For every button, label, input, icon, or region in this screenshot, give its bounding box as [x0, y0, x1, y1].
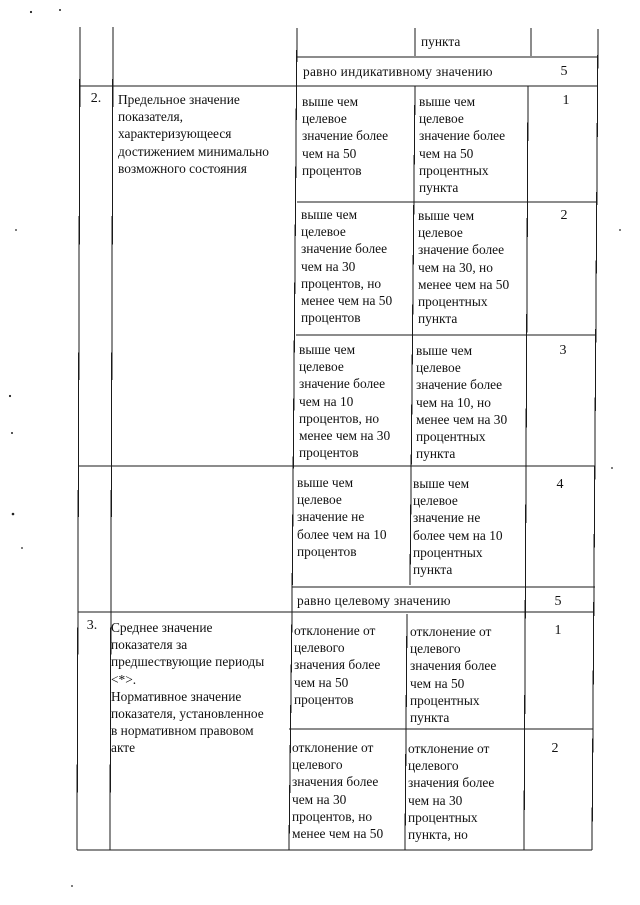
- row3-tier1-percent: отклонение от целевого значения более чем на 50 процентов: [294, 623, 381, 707]
- row2-tier2-percent: выше чем целевое значение более чем на 30 процентов, но менее чем на 50 процентов: [301, 207, 393, 326]
- scan-speck: [15, 229, 17, 231]
- row2-tier3-score: 3: [559, 343, 567, 358]
- percent-points-divider-low: [405, 614, 407, 850]
- row3-number: 3.: [86, 618, 98, 633]
- scan-speck: [9, 395, 11, 397]
- row2-equal-score: 5: [554, 594, 562, 609]
- row2-tier3-percent: выше чем целевое значение более чем на 10 процентов, но менее чем на 30 процентов: [299, 342, 391, 461]
- row2-tier1-score: 1: [562, 93, 570, 108]
- row1-unit-text: пункта: [421, 34, 461, 49]
- row2-tier4-percent: выше чем целевое значение не более чем на 10 процентов: [297, 475, 387, 559]
- row2-equal-label: равно целевому значению: [297, 593, 451, 608]
- scan-speck: [21, 547, 23, 549]
- row3-tier2-score: 2: [551, 741, 559, 756]
- scan-speck: [11, 432, 13, 434]
- row2-tier2-score: 2: [560, 208, 568, 223]
- row3-tier2-points: отклонение от целевого значения более чем на 30 процентных пункта, но: [408, 741, 495, 843]
- row2-tier3-points: выше чем целевое значение более чем на 10, но менее чем на 30 процентных пункта: [416, 343, 508, 462]
- row2-tier2-points: выше чем целевое значение более чем на 30, но менее чем на 50 процентных пункта: [418, 208, 510, 327]
- row2-tier4-points: выше чем целевое значение не более чем на 10 процентных пункта: [413, 476, 503, 578]
- row1-equal-score: 5: [560, 64, 568, 79]
- row2-number: 2.: [90, 91, 102, 106]
- row3-tier1-points: отклонение от целевого значения более чем на 50 процентных пункта: [410, 624, 497, 726]
- scan-speck: [71, 885, 73, 887]
- table-border-left: [77, 27, 80, 850]
- scan-speck: [619, 229, 621, 231]
- scan-speck: [12, 513, 15, 516]
- points-score-divider-mid: [524, 86, 528, 850]
- row1-equal-label: равно индикативному значению: [303, 64, 493, 79]
- scan-speck: [30, 11, 32, 13]
- scan-speck: [59, 9, 61, 11]
- scan-speck: [611, 467, 613, 469]
- row2-tier1-points: выше чем целевое значение более чем на 50 процентных пункта: [419, 94, 506, 196]
- row2-tier4-score: 4: [556, 477, 564, 492]
- row3-tier2-percent: отклонение от целевого значения более чем на 30 процентов, но менее чем на 50: [292, 740, 384, 842]
- table-border-right: [592, 29, 598, 850]
- row3-indicator: Среднее значение показателя за предшествующие периоды <*>. Нормативное значение показателя, установленное в нормативном правовом акте: [111, 620, 265, 756]
- row2-tier1-percent: выше чем целевое значение более чем на 50 процентов: [302, 94, 389, 178]
- row3-tier1-score: 1: [554, 623, 562, 638]
- row2-indicator: Предельное значение показателя, характеризующееся достижением минимально возможного состояния: [118, 92, 269, 176]
